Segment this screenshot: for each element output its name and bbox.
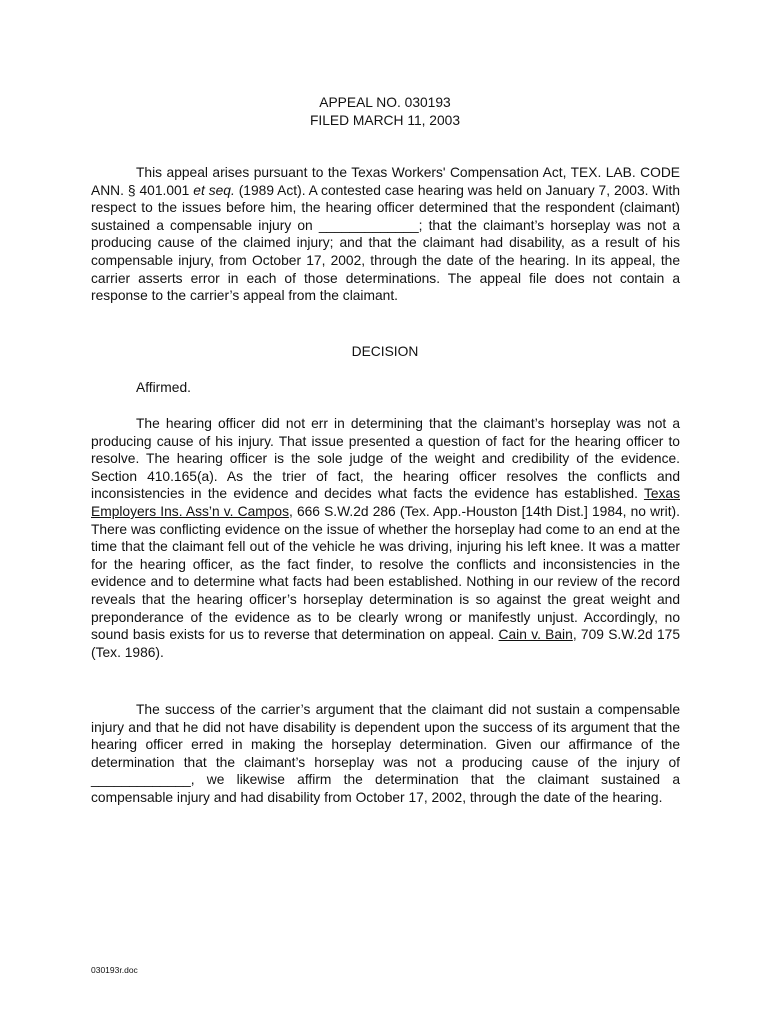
decision-heading: DECISION [351,344,419,359]
conclusion-paragraph: The success of the carrier’s argument that the claimant did not sustain a compensable injury and that he did not have disability is dependent upon the success of its argument that the hearing officer erred in making the horseplay determination. Given our affirmance of the determination that the claimant’s horseplay was not a producing cause of the injury of _____________, we likewise affirm the determination that the claimant sustained a compensable injury and had disability from October 17, 2002, through the date of the hearing. [91,702,680,805]
intro-text-2: (1989 Act). A contested case hearing was held on January 7, 2003. With respect to the issues before him, the hearing officer determined that the respondent (claimant) sustained a compensable injury on _____________; that the claimant’s horseplay was not a producing cause of the claimed injury; and that the claimant had disability, as a result of his compensable injury, from October 17, 2002, through the date of the hearing. In its appeal, the carrier asserts error in each of those determinations. The appeal file does not contain a response to the carrier’s appeal from the claimant. [91,182,681,304]
horseplay-text-2: , 666 S.W.2d 286 (Tex. App.-Houston [14th Dist.] 1984, no writ). There was conflicting evidence on the issue of whether the horseplay had come to an end at the time that the claimant fell out of the vehicle he was driving, injuring his left knee. It was a matter for the hearing officer, as the fact finder, to resolve the conflicts and inconsistencies in the evidence and to determine what facts had been established. Nothing in our review of the record reveals that the hearing officer’s horseplay determination is so against the great weight and preponderance of the evidence as to be clearly wrong or manifestly unjust. Accordingly, no sound basis exists for us to reverse that determination on appeal. [91,503,680,643]
et-seq: et seq. [193,182,235,198]
appeal-number: APPEAL NO. 030193 [319,95,451,110]
intro-paragraph [91,164,680,305]
horseplay-text-3: , 709 S.W.2d 175 (Tex. 1986). [91,627,680,660]
intro-text-1: This appeal arises pursuant to the Texas Workers' Compensation Act, TEX. LAB. CODE ANN. § 401.001 [91,165,680,198]
horseplay-paragraph [91,415,680,661]
case-citation-cain: Cain v. Bain [498,627,573,643]
affirmed-line: Affirmed. [136,380,191,395]
file-name-footer: 030193r.doc [91,965,138,975]
filed-date: FILED MARCH 11, 2003 [309,113,461,128]
case-citation-campos: Texas Employers Ins. Ass’n v. Campos [91,486,680,519]
horseplay-text-1: The hearing officer did not err in determining that the claimant’s horseplay was not a producing cause of his injury. That issue presented a question of fact for the hearing officer to resolve. The hearing officer is the sole judge of the weight and credibility of the evidence. Section 410.165(a). As the trier of fact, the hearing officer resolves the conflicts and inconsistencies in the evidence and decides what facts the evidence has established. [91,416,680,502]
